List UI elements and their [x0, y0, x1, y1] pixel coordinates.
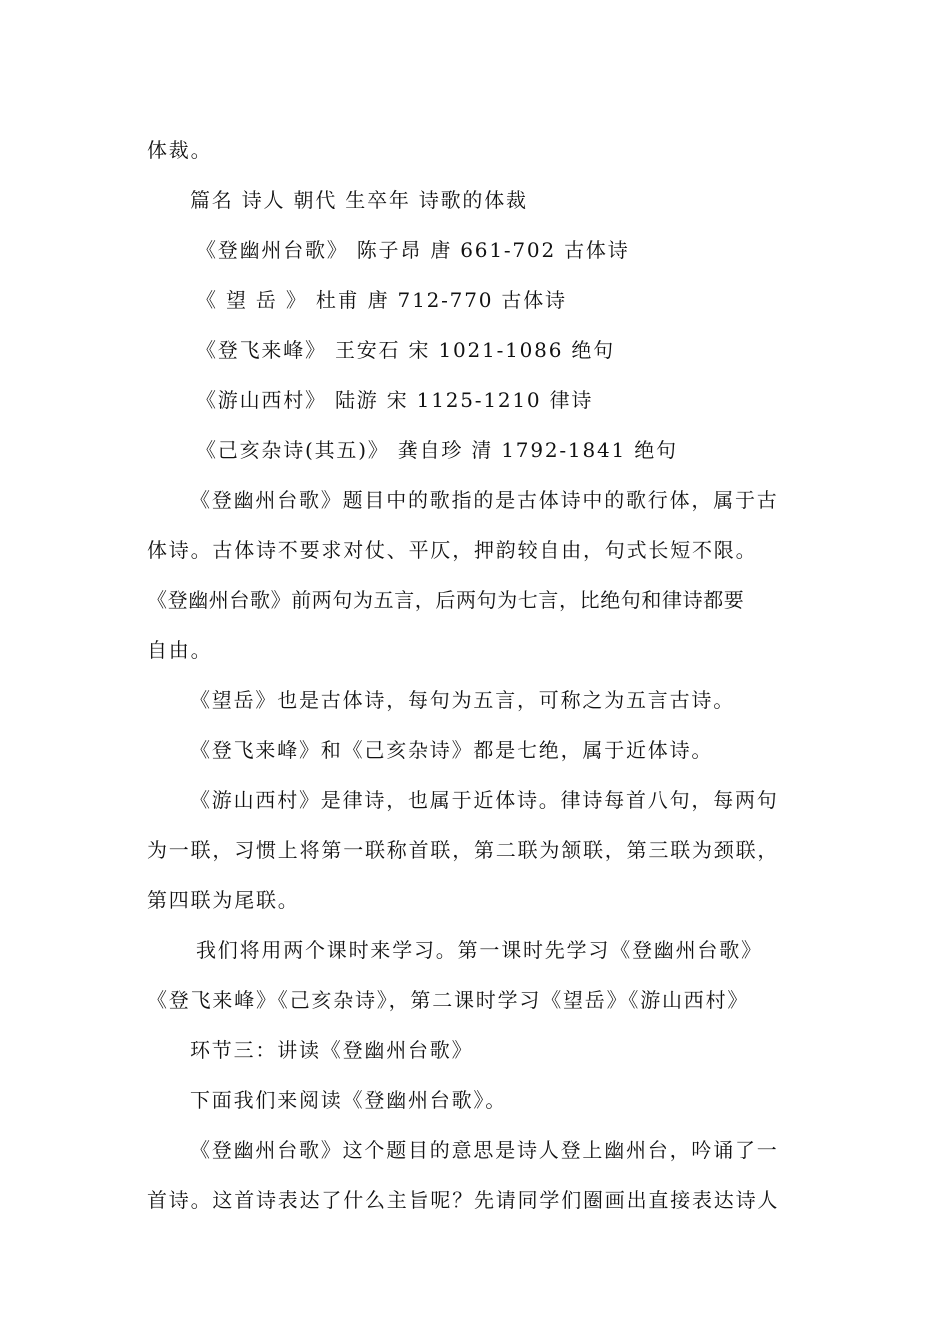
table-row-line: 《登飞来峰》 王安石 宋 1021-1086 绝句 — [196, 338, 615, 362]
paragraph-line: 第四联为尾联。 — [147, 888, 300, 912]
section-heading: 环节三：讲读《登幽州台歌》 — [190, 1038, 474, 1062]
paragraph-line: 《登幽州台歌》这个题目的意思是诗人登上幽州台，吟诵了一 — [190, 1138, 779, 1162]
paragraph-line: 《登幽州台歌》题目中的歌指的是古体诗中的歌行体，属于古 — [190, 488, 779, 512]
paragraph-line: 《登飞来峰》和《己亥杂诗》都是七绝，属于近体诗。 — [190, 738, 714, 762]
table-header-line: 篇名 诗人 朝代 生卒年 诗歌的体裁 — [190, 188, 528, 212]
paragraph-line: 体诗。古体诗不要求对仗、平仄，押韵较自由，句式长短不限。 — [147, 538, 758, 562]
table-row-line: 《游山西村》 陆游 宋 1125-1210 律诗 — [196, 388, 594, 412]
table-row-line: 《己亥杂诗(其五)》 龚自珍 清 1792-1841 绝句 — [196, 438, 678, 462]
paragraph-line: 首诗。这首诗表达了什么主旨呢？先请同学们圈画出直接表达诗人 — [147, 1188, 780, 1212]
paragraph-line: 为一联，习惯上将第一联称首联，第二联为颔联，第三联为颈联， — [147, 838, 780, 862]
paragraph-line: 《登幽州台歌》前两句为五言，后两句为七言，比绝句和律诗都要 — [147, 588, 745, 612]
paragraph-line: 《望岳》也是古体诗，每句为五言，可称之为五言古诗。 — [190, 688, 735, 712]
paragraph-line: 自由。 — [147, 638, 213, 662]
text-line: 体裁。 — [147, 138, 213, 162]
paragraph-line: 《登飞来峰》《己亥杂诗》，第二课时学习《望岳》《游山西村》 — [147, 988, 750, 1012]
table-row-line: 《 望 岳 》 杜甫 唐 712-770 古体诗 — [196, 288, 567, 312]
paragraph-line: 《游山西村》是律诗，也属于近体诗。律诗每首八句，每两句 — [190, 788, 779, 812]
paragraph-line: 我们将用两个课时来学习。第一课时先学习《登幽州台歌》 — [196, 938, 763, 962]
table-row-line: 《登幽州台歌》 陈子昂 唐 661-702 古体诗 — [196, 238, 630, 262]
paragraph-line: 下面我们来阅读《登幽州台歌》。 — [190, 1088, 507, 1112]
